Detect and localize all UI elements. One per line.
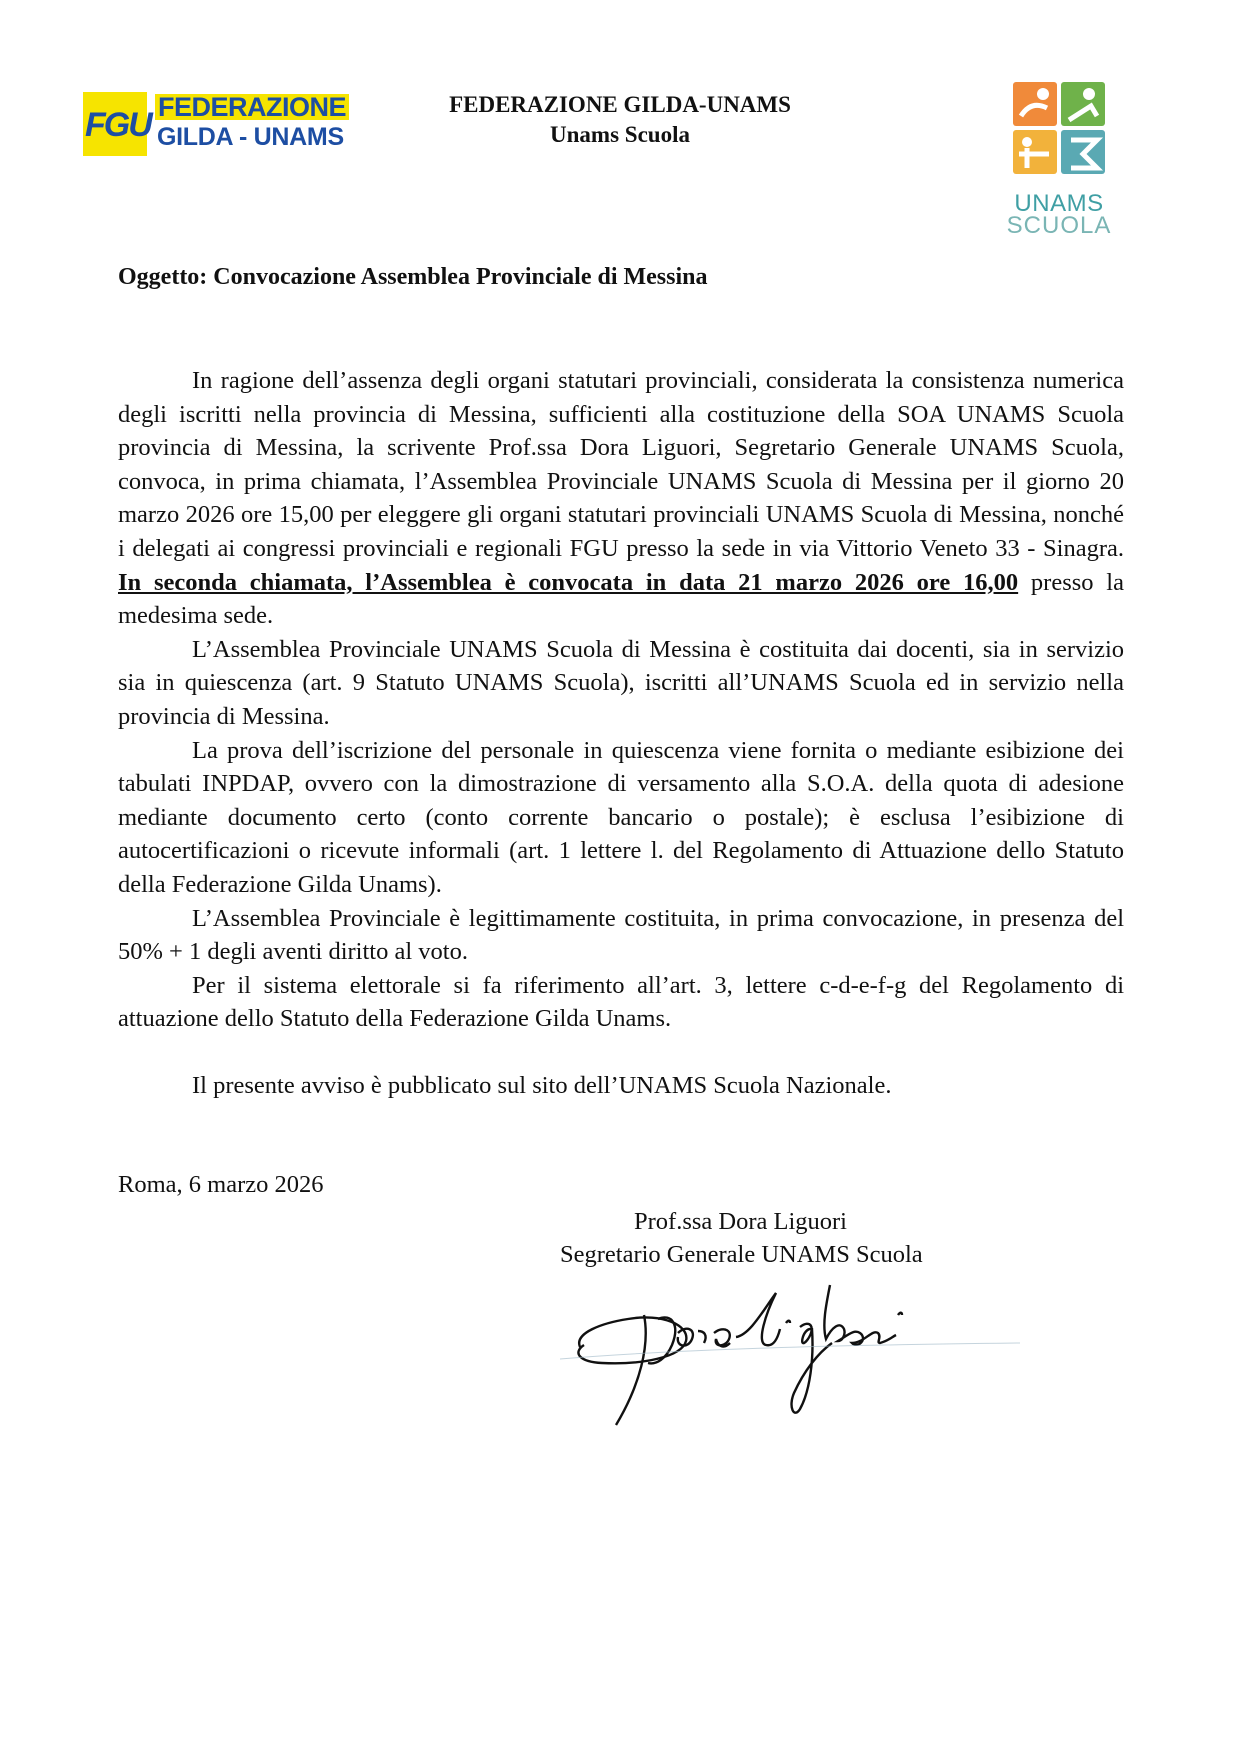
paragraph-1 [118,364,1124,633]
signatory-name: Prof.ssa Dora Liguori [634,1208,847,1235]
fgu-logo-line2: GILDA - UNAMS [157,123,344,151]
unams-logo-line2: SCUOLA [1006,212,1112,239]
paragraph-4: L’Assemblea Provinciale è legittimamente costituita, in prima convocazione, in presenza del 50% + 1 degli aventi diritto al voto. [118,904,1124,966]
organization-title: FEDERAZIONE GILDA-UNAMS [449,92,791,117]
unams-logo-line1: UNAMS [1014,190,1104,217]
paragraph-2: L’Assemblea Provinciale UNAMS Scuola di Messina è costituita dai docenti, sia in servizio sia in quiescenza (art. 9 Statuto UNAMS Scuola), iscritti all’UNAMS Scuola ed in servizio nella provincia di Messina. [118,635,1124,730]
unams-scuola-logo [1005,82,1113,242]
paragraph-1-text: In ragione dell’assenza degli organi statutari provinciali, considerata la consistenza numerica degli iscritti nella provincia di Messina, sufficienti alla costituzione della SOA UNAMS Scuola provincia di Messina, la scrivente Prof.ssa Dora Liguori, Segretario Generale UNAMS Scuola, convoca, in prima chiamata, l’Assemblea Provinciale UNAMS Scuola di Messina per il giorno 20 marzo 2026 ore 15,00 per eleggere gli organi statutari provinciali UNAMS Scuola di Messina, nonché i delegati ai congressi provinciali e regionali FGU presso la sede in via Vittorio Veneto 33 - Sinagra. [118,367,1124,562]
paragraph-1-tail: presso la medesima sede. [118,568,1124,630]
signature-block [560,1205,1030,1271]
fgu-logo-line1: FEDERAZIONE [155,94,349,120]
fgu-logo [83,92,345,156]
fgu-logo-mark-text: FGU [85,106,151,144]
paragraph-6: Il presente avviso è pubblicato sul sito dell’UNAMS Scuola Nazionale. [192,1072,892,1100]
place-date: Roma, 6 marzo 2026 [118,1171,324,1198]
signatory-role: Segretario Generale UNAMS Scuola [560,1241,923,1268]
fgu-logo-mark [83,92,151,156]
paragraph-spacer [118,1036,1124,1070]
handwritten-signature [560,1275,1080,1435]
paragraph-3: La prova dell’iscrizione del personale in quiescenza viene fornita o mediante esibizione dei tabulati INPDAP, ovvero con la dimostrazione di versamento alla S.O.A. della quota di adesione mediante documento certo (conto corrente bancario o postale); è esclusa l’esibizione di autocertificazioni o ricevute informali (art. 1 lettere l. del Regolamento di Attuazione dello Statuto della Federazione Gilda Unams). [118,736,1124,898]
paragraph-1-emphasis: In seconda chiamata, l’Assemblea è convocata in data 21 marzo 2026 ore 16,00 [118,568,1019,596]
organization-subtitle: Unams Scuola [550,122,690,147]
subject-line: Oggetto: Convocazione Assemblea Provinciale di Messina [118,264,708,290]
organization-header [380,90,860,150]
paragraph-5: Per il sistema elettorale si fa riferimento all’art. 3, lettere c-d-e-f-g del Regolamento di attuazione dello Statuto della Federazione Gilda Unams. [118,971,1124,1033]
unams-logo-mark-icon [1013,82,1105,174]
letter-body [118,364,1124,1103]
